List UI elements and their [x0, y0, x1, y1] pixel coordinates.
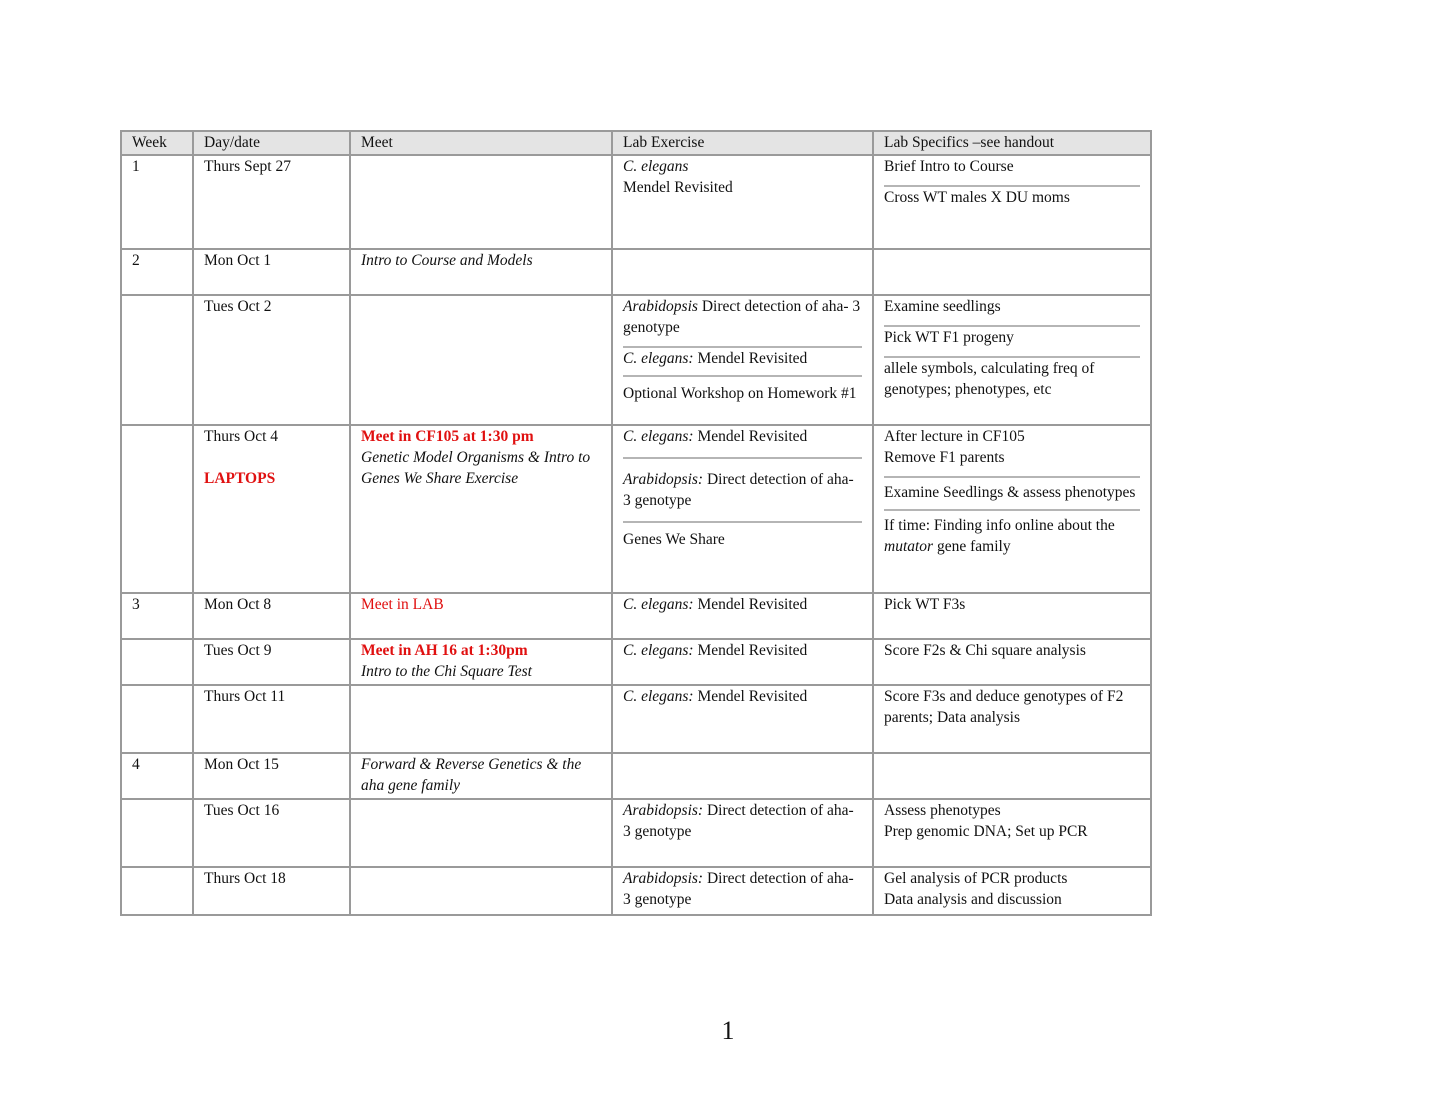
specific-item: allele symbols, calculating freq of genotypes; phenotypes, etc — [884, 356, 1140, 400]
table-row — [121, 295, 1151, 425]
cell-meet: Forward & Reverse Genetics & the aha gene family — [350, 753, 612, 799]
cell-week: 4 — [121, 753, 193, 799]
cell-lab — [612, 799, 873, 867]
cell-week — [121, 639, 193, 685]
table-row — [121, 799, 1151, 867]
specific-line: Data analysis and discussion — [884, 891, 1062, 908]
cell-specifics: Score F3s and deduce genotypes of F2 parents; Data analysis — [873, 685, 1151, 753]
lab-organism: Arabidopsis: — [623, 870, 704, 887]
header-day: Day/date — [193, 131, 350, 155]
cell-day: Thurs Oct 11 — [193, 685, 350, 753]
cell-meet — [350, 639, 612, 685]
lab-exercise: Mendel Revisited — [693, 428, 808, 445]
specific-item: Examine Seedlings & assess phenotypes — [884, 476, 1140, 503]
cell-specifics: Score F2s & Chi square analysis — [873, 639, 1151, 685]
meet-topic: Intro to the Chi Square Test — [361, 663, 532, 680]
specific-line: Gel analysis of PCR products — [884, 870, 1068, 887]
table-row — [121, 155, 1151, 249]
table-row — [121, 639, 1151, 685]
lab-exercise: Direct detection of aha- 3 genotype — [623, 471, 854, 509]
day-label: Thurs Oct 4 — [204, 428, 279, 445]
table-row — [121, 753, 1151, 799]
cell-specifics — [873, 295, 1151, 425]
cell-specifics — [873, 867, 1151, 915]
lab-organism: Arabidopsis: — [623, 802, 704, 819]
cell-week: 2 — [121, 249, 193, 295]
cell-meet — [350, 685, 612, 753]
lab-organism: C. elegans: — [623, 596, 694, 613]
lab-exercise: Mendel Revisited — [693, 350, 808, 367]
cell-lab — [612, 685, 873, 753]
cell-lab — [612, 753, 873, 799]
cell-week — [121, 799, 193, 867]
lab-exercise: Direct detection of aha- 3 genotype — [623, 802, 854, 840]
lab-item: Genes We Share — [623, 521, 862, 550]
meet-location: Meet in AH 16 at 1:30pm — [361, 642, 528, 659]
specific-line: Remove F1 parents — [884, 449, 1005, 466]
cell-lab — [612, 295, 873, 425]
lab-exercise: Direct detection of aha- 3 genotype — [623, 870, 854, 908]
cell-specifics: Pick WT F3s — [873, 593, 1151, 639]
lab-organism: C. elegans: — [623, 428, 694, 445]
cell-meet: Intro to Course and Models — [350, 249, 612, 295]
cell-day: Mon Oct 8 — [193, 593, 350, 639]
specific-item: Examine seedlings — [884, 298, 1001, 315]
cell-meet: Meet in LAB — [350, 593, 612, 639]
cell-week — [121, 685, 193, 753]
cell-specifics — [873, 425, 1151, 593]
lab-exercise: Mendel Revisited — [623, 179, 733, 196]
cell-day: Thurs Oct 18 — [193, 867, 350, 915]
specific-item: Pick WT F1 progeny — [884, 325, 1140, 348]
lab-exercise: Mendel Revisited — [693, 642, 808, 659]
cell-lab — [612, 155, 873, 249]
cell-day: Tues Oct 9 — [193, 639, 350, 685]
cell-day: Mon Oct 15 — [193, 753, 350, 799]
cell-meet — [350, 867, 612, 915]
cell-meet — [350, 155, 612, 249]
lab-exercise: Direct detection of aha- 3 genotype — [623, 298, 861, 336]
cell-day — [193, 425, 350, 593]
meet-topic: Genetic Model Organisms & Intro to Genes We Share Exercise — [361, 449, 591, 487]
lab-item — [623, 346, 862, 369]
lab-organism: C. elegans: — [623, 688, 694, 705]
header-specifics: Lab Specifics –see handout — [873, 131, 1151, 155]
cell-specifics — [873, 155, 1151, 249]
schedule-table — [120, 130, 1152, 916]
meet-location: Meet in CF105 at 1:30 pm — [361, 428, 534, 445]
lab-item: Optional Workshop on Homework #1 — [623, 375, 862, 417]
cell-meet — [350, 799, 612, 867]
cell-lab — [612, 867, 873, 915]
specific-text: gene family — [933, 538, 1011, 555]
specific-line: Prep genomic DNA; Set up PCR — [884, 823, 1088, 840]
lab-item — [623, 457, 862, 511]
specific-item — [884, 509, 1140, 557]
lab-exercise: Mendel Revisited — [693, 688, 808, 705]
lab-exercise: Mendel Revisited — [693, 596, 808, 613]
cell-day: Thurs Sept 27 — [193, 155, 350, 249]
cell-day: Tues Oct 16 — [193, 799, 350, 867]
cell-specifics — [873, 249, 1151, 295]
lab-organism: Arabidopsis: — [623, 471, 704, 488]
cell-week — [121, 295, 193, 425]
table-row — [121, 425, 1151, 593]
specific-line: After lecture in CF105 — [884, 428, 1025, 445]
cell-day: Mon Oct 1 — [193, 249, 350, 295]
lab-organism: C. elegans — [623, 158, 689, 175]
cell-meet — [350, 295, 612, 425]
lab-organism: Arabidopsis — [623, 298, 698, 315]
lab-item — [623, 426, 862, 447]
table-row — [121, 249, 1151, 295]
header-meet: Meet — [350, 131, 612, 155]
cell-meet — [350, 425, 612, 593]
cell-week: 1 — [121, 155, 193, 249]
cell-day: Tues Oct 2 — [193, 295, 350, 425]
cell-week: 3 — [121, 593, 193, 639]
cell-lab — [612, 639, 873, 685]
cell-week — [121, 425, 193, 593]
cell-lab — [612, 425, 873, 593]
header-row — [121, 131, 1151, 155]
cell-specifics — [873, 799, 1151, 867]
specific-item: Cross WT males X DU moms — [884, 185, 1140, 208]
specific-text-italic: mutator — [884, 538, 934, 555]
specific-item: Brief Intro to Course — [884, 158, 1014, 175]
header-lab: Lab Exercise — [612, 131, 873, 155]
table-row — [121, 685, 1151, 753]
specific-text: If time: Finding info online about the — [884, 517, 1115, 534]
specific-item — [884, 426, 1140, 468]
header-week: Week — [121, 131, 193, 155]
table-row — [121, 867, 1151, 915]
page-number: 1 — [721, 1016, 735, 1045]
specific-line: Assess phenotypes — [884, 802, 1001, 819]
lab-organism: C. elegans: — [623, 350, 694, 367]
laptops-note: LAPTOPS — [204, 470, 276, 487]
lab-organism: C. elegans: — [623, 642, 694, 659]
cell-lab — [612, 249, 873, 295]
cell-lab — [612, 593, 873, 639]
table-row — [121, 593, 1151, 639]
cell-specifics — [873, 753, 1151, 799]
lab-item — [623, 296, 862, 338]
cell-week — [121, 867, 193, 915]
